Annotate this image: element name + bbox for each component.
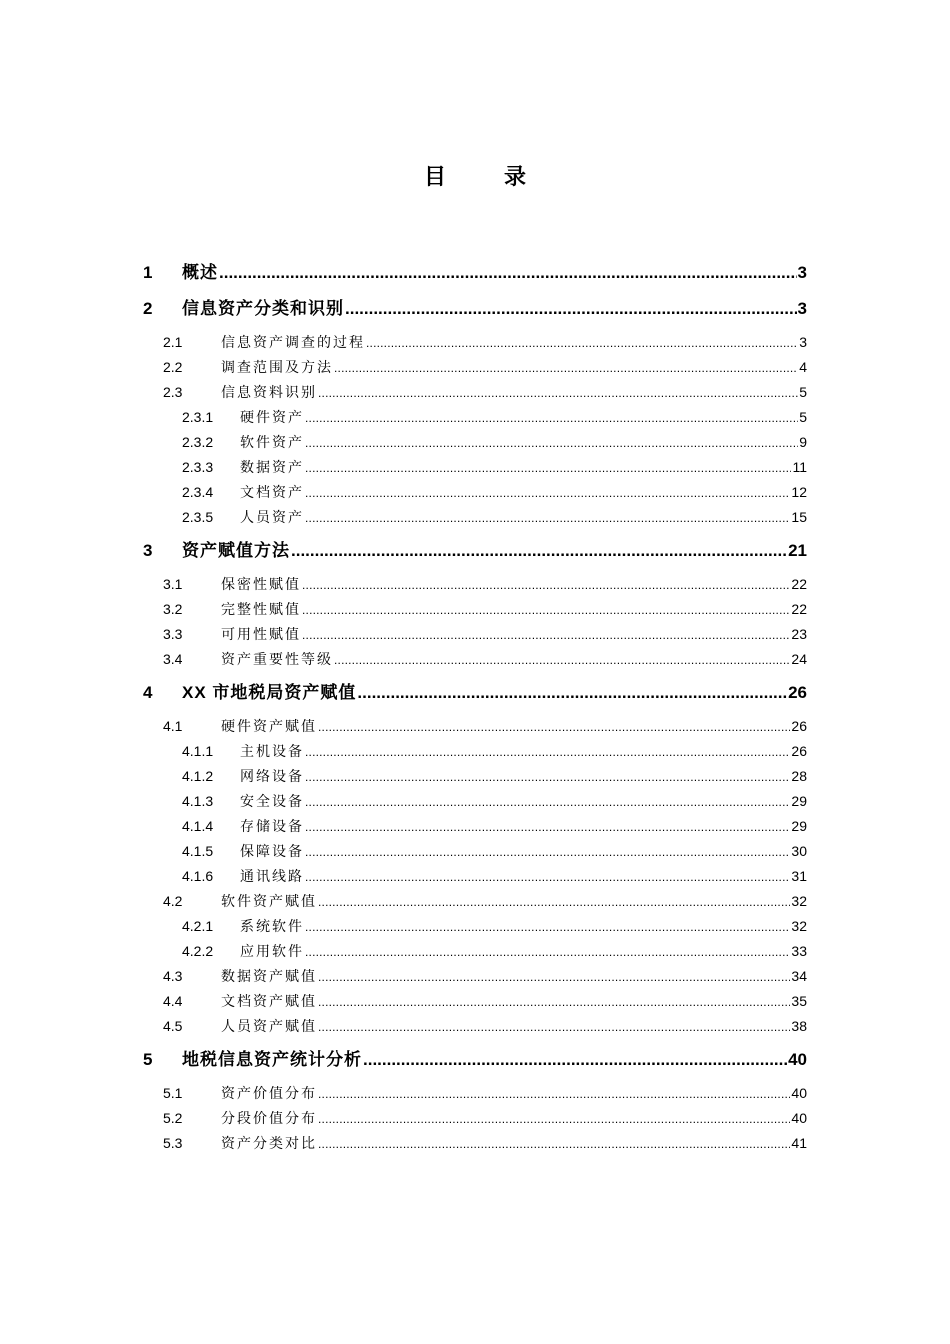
toc-dot-leader xyxy=(305,915,790,940)
toc-entry-page-number: 23 xyxy=(791,626,807,642)
toc-entry-number: 3.1 xyxy=(163,576,183,592)
toc-dot-leader xyxy=(305,790,790,815)
toc-entry-title: 人员资产 xyxy=(240,509,304,525)
toc-entry-5-2[interactable] xyxy=(143,1106,807,1131)
toc-entry-2-3-1[interactable] xyxy=(143,405,807,430)
toc-entry-5-3[interactable] xyxy=(143,1131,807,1156)
toc-entry-title: 信息资料识别 xyxy=(221,384,317,400)
toc-dot-leader xyxy=(305,481,790,506)
toc-entry-page-number: 31 xyxy=(791,868,807,884)
toc-dot-leader xyxy=(318,1015,790,1040)
toc-entry-title: 保密性赋值 xyxy=(221,576,301,592)
toc-entry-2-3[interactable] xyxy=(143,380,807,405)
toc-entry-page-number: 22 xyxy=(791,601,807,617)
toc-entry-number: 4.1.5 xyxy=(182,843,214,859)
toc-entry-page-number: 11 xyxy=(792,459,807,475)
toc-entry-number: 3.2 xyxy=(163,601,183,617)
toc-entry-page-number: 4 xyxy=(799,359,807,375)
toc-entry-page-number: 34 xyxy=(791,968,807,984)
toc-entry-title: 人员资产赋值 xyxy=(221,1018,317,1034)
toc-entry-page-number: 40 xyxy=(791,1085,807,1101)
toc-entry-title: 安全设备 xyxy=(240,793,304,809)
toc-dot-leader xyxy=(305,740,790,765)
toc-entry-page-number: 15 xyxy=(791,509,807,525)
toc-entry-title: 保障设备 xyxy=(240,843,304,859)
toc-entry-page-number: 3 xyxy=(797,299,807,318)
toc-dot-leader xyxy=(357,680,787,706)
toc-dot-leader xyxy=(302,598,790,623)
toc-entry-title: 完整性赋值 xyxy=(221,601,301,617)
toc-entry-page-number: 40 xyxy=(791,1110,807,1126)
toc-dot-leader xyxy=(363,1047,787,1073)
toc-entry-number: 2 xyxy=(143,299,153,318)
toc-entry-number: 2.3.2 xyxy=(182,434,214,450)
toc-dot-leader xyxy=(305,506,790,531)
toc-entry-page-number: 26 xyxy=(791,743,807,759)
toc-entry-number: 2.3.4 xyxy=(182,484,214,500)
toc-entry-title: 文档资产赋值 xyxy=(221,993,317,1009)
toc-dot-leader xyxy=(305,940,790,965)
toc-dot-leader xyxy=(305,865,790,890)
toc-entry-2[interactable] xyxy=(143,294,807,330)
toc-entry-4-1-6[interactable] xyxy=(143,864,807,889)
toc-entry-page-number: 5 xyxy=(799,409,807,425)
toc-entry-number: 2.1 xyxy=(163,334,183,350)
toc-entry-title: XX 市地税局资产赋值 xyxy=(182,683,357,702)
toc-dot-leader xyxy=(334,356,798,381)
toc-dot-leader xyxy=(318,990,790,1015)
toc-entry-5[interactable] xyxy=(143,1045,807,1081)
toc-entry-title: 硬件资产赋值 xyxy=(221,718,317,734)
toc-entry-number: 4.1.6 xyxy=(182,868,214,884)
toc-entry-title: 信息资产分类和识别 xyxy=(182,299,344,318)
toc-entry-title: 文档资产 xyxy=(240,484,304,500)
toc-entry-2-3-5[interactable] xyxy=(143,505,807,530)
toc-dot-leader xyxy=(291,538,787,564)
toc-entry-number: 2.3 xyxy=(163,384,183,400)
toc-entry-3[interactable] xyxy=(143,536,807,572)
toc-entry-title: 存储设备 xyxy=(240,818,304,834)
toc-entry-4-2[interactable] xyxy=(143,889,807,914)
toc-entry-number: 3.4 xyxy=(163,651,183,667)
toc-dot-leader xyxy=(305,840,790,865)
toc-entry-number: 5.1 xyxy=(163,1085,183,1101)
toc-entry-3-2[interactable] xyxy=(143,597,807,622)
toc-entry-number: 4.3 xyxy=(163,968,183,984)
toc-entry-page-number: 5 xyxy=(799,384,807,400)
toc-entry-4-5[interactable] xyxy=(143,1014,807,1039)
toc-dot-leader xyxy=(318,1132,790,1157)
toc-entry-number: 2.3.1 xyxy=(182,409,214,425)
toc-entry-3-3[interactable] xyxy=(143,622,807,647)
toc-entry-number: 4.1.3 xyxy=(182,793,214,809)
toc-entry-title: 调查范围及方法 xyxy=(221,359,333,375)
toc-entry-2-3-2[interactable] xyxy=(143,430,807,455)
toc-dot-leader xyxy=(305,431,798,456)
toc-entry-page-number: 29 xyxy=(791,793,807,809)
toc-entry-4-1[interactable] xyxy=(143,714,807,739)
toc-entry-4-4[interactable] xyxy=(143,989,807,1014)
toc-entry-3-4[interactable] xyxy=(143,647,807,672)
toc-entry-4[interactable] xyxy=(143,678,807,714)
toc-entry-page-number: 30 xyxy=(791,843,807,859)
toc-entry-4-1-2[interactable] xyxy=(143,764,807,789)
toc-entry-page-number: 24 xyxy=(791,651,807,667)
toc-entry-number: 4.1.2 xyxy=(182,768,214,784)
toc-entry-number: 4.4 xyxy=(163,993,183,1009)
toc-entry-1[interactable] xyxy=(143,258,807,294)
toc-entry-page-number: 22 xyxy=(791,576,807,592)
toc-entry-title: 分段价值分布 xyxy=(221,1110,317,1126)
toc-entry-number: 4.2.1 xyxy=(182,918,214,934)
toc-entry-page-number: 28 xyxy=(791,768,807,784)
toc-entry-number: 5 xyxy=(143,1050,153,1069)
toc-entry-title: 主机设备 xyxy=(240,743,304,759)
toc-entry-4-1-5[interactable] xyxy=(143,839,807,864)
toc-dot-leader xyxy=(318,1107,790,1132)
toc-dot-leader xyxy=(305,406,798,431)
toc-dot-leader xyxy=(305,456,791,481)
toc-entry-number: 5.2 xyxy=(163,1110,183,1126)
toc-entry-title: 硬件资产 xyxy=(240,409,304,425)
toc-dot-leader xyxy=(219,260,797,286)
toc-entry-page-number: 3 xyxy=(799,334,807,350)
toc-entry-title: 数据资产 xyxy=(240,459,304,475)
toc-entry-number: 1 xyxy=(143,263,153,282)
toc-dot-leader xyxy=(318,715,790,740)
toc-dot-leader xyxy=(302,573,790,598)
toc-entry-title: 数据资产赋值 xyxy=(221,968,317,984)
toc-entry-number: 2.3.3 xyxy=(182,459,214,475)
toc-entry-number: 4.1 xyxy=(163,718,183,734)
toc-entry-2-2[interactable] xyxy=(143,355,807,380)
toc-entry-title: 系统软件 xyxy=(240,918,304,934)
toc-dot-leader xyxy=(318,965,790,990)
toc-entry-number: 4.2.2 xyxy=(182,943,214,959)
toc-entry-page-number: 26 xyxy=(791,718,807,734)
toc-entry-page-number: 3 xyxy=(797,263,807,282)
toc-entry-page-number: 33 xyxy=(791,943,807,959)
toc-entry-4-1-1[interactable] xyxy=(143,739,807,764)
toc-entry-2-1[interactable] xyxy=(143,330,807,355)
toc-entry-number: 5.3 xyxy=(163,1135,183,1151)
toc-entry-title: 资产赋值方法 xyxy=(182,541,290,560)
toc-dot-leader xyxy=(345,296,797,322)
toc-entry-title: 软件资产赋值 xyxy=(221,893,317,909)
toc-entry-2-3-4[interactable] xyxy=(143,480,807,505)
toc-entry-page-number: 12 xyxy=(791,484,807,500)
toc-entry-page-number: 9 xyxy=(799,434,807,450)
toc-entry-page-number: 40 xyxy=(788,1050,807,1069)
toc-entry-number: 4.1.4 xyxy=(182,818,214,834)
toc-entry-title: 资产重要性等级 xyxy=(221,651,333,667)
toc-entry-4-1-4[interactable] xyxy=(143,814,807,839)
toc-entry-4-2-2[interactable] xyxy=(143,939,807,964)
toc-entry-title: 资产价值分布 xyxy=(221,1085,317,1101)
toc-entry-number: 3 xyxy=(143,541,153,560)
table-of-contents xyxy=(143,258,807,1156)
toc-entry-page-number: 32 xyxy=(791,918,807,934)
toc-entry-title: 概述 xyxy=(182,263,218,282)
toc-entry-page-number: 29 xyxy=(791,818,807,834)
toc-dot-leader xyxy=(305,815,790,840)
toc-dot-leader xyxy=(334,648,790,673)
toc-entry-page-number: 38 xyxy=(791,1018,807,1034)
toc-dot-leader xyxy=(305,765,790,790)
toc-entry-5-1[interactable] xyxy=(143,1081,807,1106)
toc-dot-leader xyxy=(318,890,790,915)
toc-dot-leader xyxy=(302,623,790,648)
toc-entry-4-1-3[interactable] xyxy=(143,789,807,814)
toc-entry-page-number: 41 xyxy=(791,1135,807,1151)
toc-dot-leader xyxy=(318,381,798,406)
toc-entry-number: 4.5 xyxy=(163,1018,183,1034)
toc-entry-title: 地税信息资产统计分析 xyxy=(182,1050,362,1069)
toc-entry-2-3-3[interactable] xyxy=(143,455,807,480)
toc-entry-title: 可用性赋值 xyxy=(221,626,301,642)
toc-entry-title: 信息资产调查的过程 xyxy=(221,334,365,350)
toc-entry-page-number: 26 xyxy=(788,683,807,702)
toc-entry-title: 应用软件 xyxy=(240,943,304,959)
toc-entry-title: 网络设备 xyxy=(240,768,304,784)
toc-entry-number: 4 xyxy=(143,683,153,702)
toc-entry-title: 软件资产 xyxy=(240,434,304,450)
toc-entry-number: 2.2 xyxy=(163,359,183,375)
toc-title: 目 录 xyxy=(423,164,553,189)
toc-entry-page-number: 35 xyxy=(791,993,807,1009)
toc-entry-number: 4.1.1 xyxy=(182,743,214,759)
toc-entry-page-number: 32 xyxy=(791,893,807,909)
toc-entry-4-2-1[interactable] xyxy=(143,914,807,939)
toc-entry-3-1[interactable] xyxy=(143,572,807,597)
toc-entry-number: 3.3 xyxy=(163,626,183,642)
toc-entry-number: 4.2 xyxy=(163,893,183,909)
toc-dot-leader xyxy=(318,1082,790,1107)
toc-entry-title: 资产分类对比 xyxy=(221,1135,317,1151)
toc-entry-title: 通讯线路 xyxy=(240,868,304,884)
toc-dot-leader xyxy=(366,331,798,356)
toc-entry-4-3[interactable] xyxy=(143,964,807,989)
toc-entry-page-number: 21 xyxy=(788,541,807,560)
toc-entry-number: 2.3.5 xyxy=(182,509,214,525)
